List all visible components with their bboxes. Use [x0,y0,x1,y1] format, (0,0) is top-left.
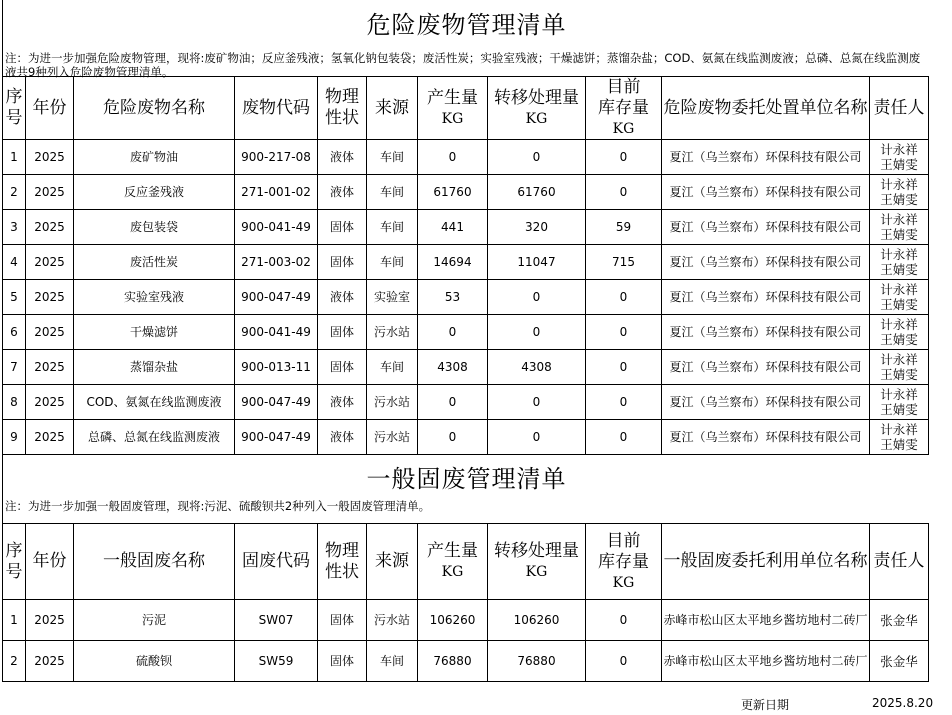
table-row [3,385,929,420]
person-primary: 计永祥 [880,247,918,262]
person-primary: 计永祥 [880,282,918,297]
cell-year: 2025 [26,600,74,641]
general-table [2,523,929,682]
cell-code: 900-041-49 [235,315,318,350]
cell-person [870,140,929,175]
person-primary: 计永祥 [880,142,918,157]
cell-stock: 0 [586,641,662,682]
cell-name: 总磷、总氮在线监测废液 [74,420,235,455]
person-secondary: 王婧雯 [880,297,918,312]
cell-transferred: 0 [488,140,586,175]
cell-state: 固体 [318,600,367,641]
header-stock-label: 目前 库存量 [598,77,649,118]
general-note: 注：为进一步加强一般固废管理，现将:污泥、硫酸钡共2种列入一般固废管理清单。 [5,499,431,513]
header-stock-unit: KG [612,121,635,137]
cell-code: 271-003-02 [235,245,318,280]
header-source: 来源 [367,524,418,600]
person-secondary: 王婧雯 [880,262,918,277]
header-stock [586,524,662,600]
cell-year: 2025 [26,385,74,420]
table-row [3,600,929,641]
cell-seq: 2 [3,175,26,210]
cell-state: 液体 [318,385,367,420]
hazardous-note: 注：为进一步加强危险废物管理，现将:废矿物油；反应釜残液；氢氧化钠包装袋；废活性炭；实验室残液；干燥滤饼；蒸馏杂盐；COD、氨氮在线监测废液；总磷、总氮在线监测废液共9种列入危险废物管理清单。 [5,51,921,79]
cell-code: 900-047-49 [235,385,318,420]
header-person: 责任人 [870,524,929,600]
cell-person [870,385,929,420]
cell-name: 废包装袋 [74,210,235,245]
cell-state: 固体 [318,315,367,350]
cell-name: 硫酸钡 [74,641,235,682]
cell-year: 2025 [26,140,74,175]
cell-seq: 1 [3,140,26,175]
cell-transferred: 61760 [488,175,586,210]
cell-seq: 8 [3,385,26,420]
table-row [3,350,929,385]
header-year: 年份 [26,77,74,140]
cell-generated: 0 [418,315,488,350]
general-body [3,600,929,682]
cell-generated: 441 [418,210,488,245]
cell-transferred: 320 [488,210,586,245]
header-code: 固废代码 [235,524,318,600]
cell-seq: 3 [3,210,26,245]
person-primary: 计永祥 [880,422,918,437]
cell-seq: 7 [3,350,26,385]
person-secondary: 王婧雯 [880,192,918,207]
table-row [3,641,929,682]
cell-generated: 0 [418,140,488,175]
cell-state: 固体 [318,245,367,280]
cell-transferred: 0 [488,315,586,350]
cell-person: 张金华 [870,641,929,682]
cell-year: 2025 [26,175,74,210]
cell-source: 车间 [367,245,418,280]
header-transferred [488,77,586,140]
header-person: 责任人 [870,77,929,140]
cell-person [870,280,929,315]
header-generated-label: 产生量 [427,87,478,108]
cell-state: 固体 [318,210,367,245]
cell-source: 实验室 [367,280,418,315]
cell-transferred: 4308 [488,350,586,385]
table-row [3,140,929,175]
hazardous-body [3,140,929,455]
cell-generated: 106260 [418,600,488,641]
person-secondary: 王婧雯 [880,227,918,242]
header-name: 危险废物名称 [74,77,235,140]
cell-code: 900-217-08 [235,140,318,175]
cell-generated: 53 [418,280,488,315]
cell-year: 2025 [26,420,74,455]
cell-person [870,420,929,455]
cell-stock: 0 [586,175,662,210]
table-row [3,280,929,315]
header-generated-label: 产生量 [427,541,478,561]
cell-seq: 2 [3,641,26,682]
person-primary: 计永祥 [880,212,918,227]
cell-year: 2025 [26,315,74,350]
cell-source: 污水站 [367,385,418,420]
cell-source: 污水站 [367,315,418,350]
update-date-label: 更新日期 [741,698,790,712]
cell-source: 车间 [367,641,418,682]
cell-person [870,245,929,280]
cell-code: SW07 [235,600,318,641]
cell-generated: 61760 [418,175,488,210]
cell-generated: 76880 [418,641,488,682]
cell-year: 2025 [26,641,74,682]
person-secondary: 王婧雯 [880,402,918,417]
cell-stock: 59 [586,210,662,245]
cell-transferred: 0 [488,420,586,455]
cell-transferred: 106260 [488,600,586,641]
header-generated-unit: KG [441,564,464,580]
cell-year: 2025 [26,210,74,245]
cell-transferred: 76880 [488,641,586,682]
cell-name: COD、氨氮在线监测废液 [74,385,235,420]
cell-source: 车间 [367,350,418,385]
cell-generated: 4308 [418,350,488,385]
person-primary: 计永祥 [880,352,918,367]
header-state: 物理 性状 [318,524,367,600]
header-transferred [488,524,586,600]
cell-stock: 0 [586,280,662,315]
cell-seq: 5 [3,280,26,315]
person-secondary: 王婧雯 [880,367,918,382]
header-stock [586,77,662,140]
cell-generated: 0 [418,385,488,420]
cell-person [870,350,929,385]
cell-disposer: 夏江（乌兰察布）环保科技有限公司 [662,140,870,175]
cell-disposer: 夏江（乌兰察布）环保科技有限公司 [662,350,870,385]
cell-disposer: 夏江（乌兰察布）环保科技有限公司 [662,210,870,245]
header-transferred-label: 转移处理量 [494,87,579,108]
header-transferred-unit: KG [525,110,548,127]
cell-disposer: 夏江（乌兰察布）环保科技有限公司 [662,245,870,280]
cell-person [870,175,929,210]
table-row [3,175,929,210]
cell-year: 2025 [26,245,74,280]
cell-name: 废矿物油 [74,140,235,175]
cell-stock: 0 [586,600,662,641]
cell-seq: 1 [3,600,26,641]
header-seq: 序 号 [3,77,26,140]
cell-code: 900-047-49 [235,420,318,455]
cell-year: 2025 [26,280,74,315]
cell-name: 污泥 [74,600,235,641]
footer [0,692,952,712]
general-section [2,455,928,523]
cell-name: 蒸馏杂盐 [74,350,235,385]
cell-person [870,210,929,245]
general-title: 一般固废管理清单 [366,464,567,493]
cell-state: 液体 [318,280,367,315]
header-year: 年份 [26,524,74,600]
table-row [3,245,929,280]
general-header-row [3,524,929,600]
header-generated [418,77,488,140]
header-name: 一般固废名称 [74,524,235,600]
hazardous-section [2,0,928,79]
cell-source: 车间 [367,210,418,245]
person-primary: 计永祥 [880,387,918,402]
hazardous-title: 危险废物管理清单 [366,10,567,39]
cell-seq: 4 [3,245,26,280]
hazardous-table [2,76,929,455]
person-secondary: 王婧雯 [880,157,918,172]
cell-code: 900-047-49 [235,280,318,315]
cell-code: SW59 [235,641,318,682]
cell-state: 固体 [318,350,367,385]
cell-name: 废活性炭 [74,245,235,280]
cell-transferred: 11047 [488,245,586,280]
cell-transferred: 0 [488,280,586,315]
cell-transferred: 0 [488,385,586,420]
header-transferred-unit: KG [525,564,548,580]
cell-stock: 0 [586,350,662,385]
cell-source: 污水站 [367,420,418,455]
cell-person: 张金华 [870,600,929,641]
table-row [3,210,929,245]
header-seq: 序 号 [3,524,26,600]
table-row [3,315,929,350]
header-state: 物理 性状 [318,77,367,140]
person-primary: 计永祥 [880,317,918,332]
header-source: 来源 [367,77,418,140]
cell-disposer: 夏江（乌兰察布）环保科技有限公司 [662,385,870,420]
header-disposer: 一般固废委托利用单位名称 [662,524,870,600]
cell-disposer: 夏江（乌兰察布）环保科技有限公司 [662,175,870,210]
cell-state: 液体 [318,175,367,210]
cell-seq: 6 [3,315,26,350]
cell-stock: 0 [586,420,662,455]
cell-disposer: 夏江（乌兰察布）环保科技有限公司 [662,315,870,350]
cell-source: 车间 [367,175,418,210]
cell-state: 液体 [318,140,367,175]
cell-stock: 715 [586,245,662,280]
header-generated [418,524,488,600]
cell-source: 车间 [367,140,418,175]
cell-disposer: 赤峰市松山区太平地乡酱坊地村二砖厂 [662,600,870,641]
cell-disposer: 赤峰市松山区太平地乡酱坊地村二砖厂 [662,641,870,682]
update-date-value: 2025.8.20 [872,696,934,710]
cell-person [870,315,929,350]
header-stock-unit: KG [612,574,635,591]
cell-state: 液体 [318,420,367,455]
cell-generated: 14694 [418,245,488,280]
waste-sheet [2,0,928,682]
cell-disposer: 夏江（乌兰察布）环保科技有限公司 [662,420,870,455]
cell-name: 反应釜残液 [74,175,235,210]
cell-name: 干燥滤饼 [74,315,235,350]
person-secondary: 王婧雯 [880,437,918,452]
cell-disposer: 夏江（乌兰察布）环保科技有限公司 [662,280,870,315]
person-primary: 计永祥 [880,177,918,192]
cell-seq: 9 [3,420,26,455]
person-secondary: 王婧雯 [880,332,918,347]
header-stock-label: 目前 库存量 [598,530,649,572]
cell-state: 固体 [318,641,367,682]
cell-stock: 0 [586,315,662,350]
cell-stock: 0 [586,140,662,175]
header-disposer: 危险废物委托处置单位名称 [662,77,870,140]
cell-source: 污水站 [367,600,418,641]
cell-year: 2025 [26,350,74,385]
cell-name: 实验室残液 [74,280,235,315]
hazardous-header-row [3,77,929,140]
table-row [3,420,929,455]
cell-generated: 0 [418,420,488,455]
cell-code: 271-001-02 [235,175,318,210]
header-generated-unit: KG [441,110,464,127]
header-code: 废物代码 [235,77,318,140]
header-transferred-label: 转移处理量 [494,541,579,561]
cell-code: 900-041-49 [235,210,318,245]
cell-stock: 0 [586,385,662,420]
cell-code: 900-013-11 [235,350,318,385]
